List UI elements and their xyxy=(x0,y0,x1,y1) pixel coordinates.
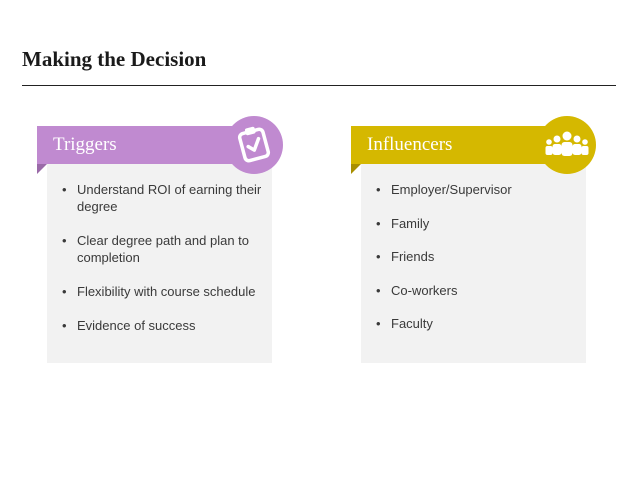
influencers-banner-fold xyxy=(351,164,361,174)
influencers-list-item: • Family xyxy=(376,215,576,232)
influencers-list-item: • Friends xyxy=(376,248,576,265)
checklist-icon xyxy=(225,116,283,174)
triggers-list-item: • Flexibility with course schedule xyxy=(62,283,262,300)
slide-title: Making the Decision xyxy=(22,47,207,71)
people-group-icon xyxy=(538,116,596,174)
title-divider xyxy=(22,85,616,86)
triggers-heading: Triggers xyxy=(53,134,117,155)
triggers-icon-badge xyxy=(225,116,283,174)
influencers-list-item: • Employer/Supervisor xyxy=(376,181,576,198)
influencers-list-item: • Faculty xyxy=(376,315,576,332)
triggers-list-item: • Clear degree path and plan to completion xyxy=(62,232,262,266)
influencers-heading: Influencers xyxy=(367,134,453,155)
triggers-list xyxy=(62,181,262,351)
triggers-banner-fold xyxy=(37,164,47,174)
influencers-list xyxy=(376,181,576,349)
triggers-list-item: • Evidence of success xyxy=(62,317,262,334)
triggers-list-item: • Understand ROI of earning their degree xyxy=(62,181,262,215)
influencers-icon-badge xyxy=(538,116,596,174)
influencers-list-item: • Co-workers xyxy=(376,282,576,299)
